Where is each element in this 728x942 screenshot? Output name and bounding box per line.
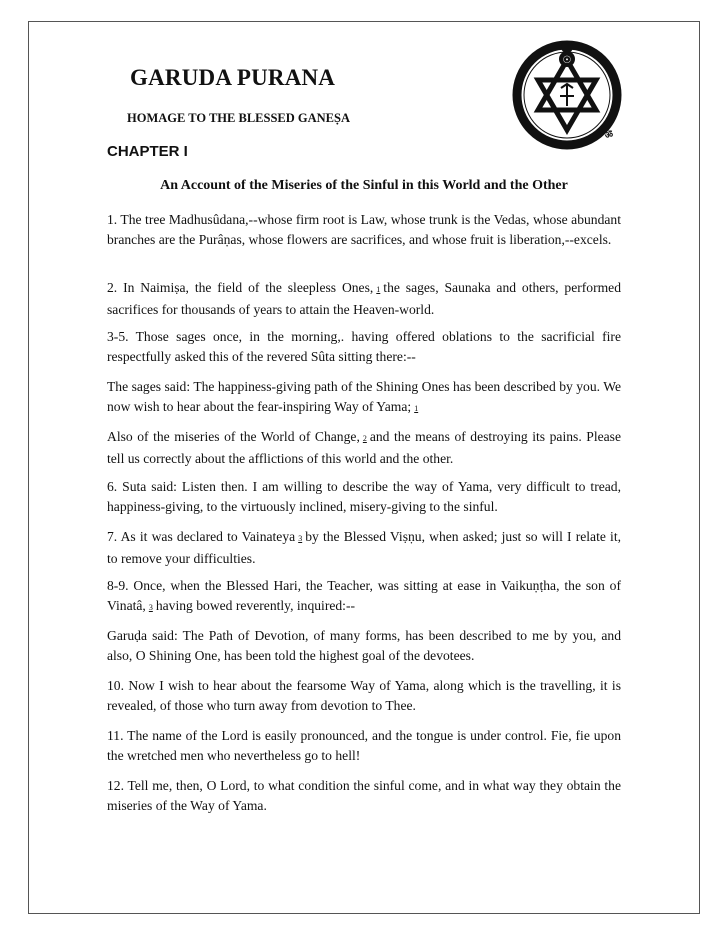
paragraph-10: 10. Now I wish to hear about the fearsome Way of Yama, along which is the travelling, it is revealed, of those who turn away from devotion to Thee. (107, 678, 621, 713)
footnote-link[interactable]: 1 (414, 404, 419, 413)
paragraph-4: The sages said: The happiness-giving path of the Shining Ones has been described by you. We now wish to hear about the fear-inspiring Way of Yama; 1 (107, 379, 621, 414)
footnote-link[interactable]: 3 (298, 534, 303, 543)
paragraph-11: 11. The name of the Lord is easily pronounced, and the tongue is under control. Fie, fie upon the wretched men who nevertheless go to hell! (107, 728, 621, 763)
footnote-link[interactable]: 2 (362, 434, 367, 443)
svg-text:ॐ: ॐ (604, 130, 614, 140)
paragraph-9: Garuḍa said: The Path of Devotion, of many forms, has been described to me by you, and also, O Shining One, has been told the highest goal of the devotees. (107, 628, 621, 663)
paragraph-8: 8-9. Once, when the Blessed Hari, the Teacher, was sitting at ease in Vaikuṇṭha, the son of Vinatâ, 3 having bowed reverently, inquired:-- (107, 578, 621, 613)
paragraph-12: 12. Tell me, then, O Lord, to what condition the sinful come, and in what way they obtain the miseries of the Way of Yama. (107, 778, 621, 813)
paragraph-3: 3-5. Those sages once, in the morning,. having offered oblations to the sacrificial fire respectfully asked this of the revered Sûta sitting there:-- (107, 329, 621, 364)
document-subtitle: HOMAGE TO THE BLESSED GANEṢA (127, 111, 350, 125)
footnote-link[interactable]: 1 (376, 285, 381, 294)
section-heading: An Account of the Miseries of the Sinful in this World and the Other (160, 178, 568, 193)
paragraph-2: 2. In Naimiṣa, the field of the sleepless Ones, 1 the sages, Saunaka and others, performed sacrifices for thousands of years to attain the Heaven-world. (107, 280, 622, 317)
svg-text:☉: ☉ (562, 55, 572, 66)
chapter-heading: CHAPTER I (107, 143, 188, 160)
paragraph-7: 7. As it was declared to Vainateya 3 by the Blessed Viṣṇu, when asked; just so will I relate it, to remove your difficulties. (107, 529, 621, 566)
paragraph-1: 1. The tree Madhusûdana,--whose firm root is Law, whose trunk is the Vedas, whose abundant branches are the Purâṇas, whose flowers are sacrifices, and whose fruit is liberation,--excels. (107, 212, 621, 247)
paragraph-6: 6. Suta said: Listen then. I am willing to describe the way of Yama, very difficult to tread, happiness-giving, to the virtuously inclined, misery-giving to the sinful. (107, 479, 621, 514)
theosophical-seal-icon (510, 38, 624, 152)
paragraph-5: Also of the miseries of the World of Change, 2 and the means of destroying its pains. Please tell us correctly about the afflictions of this world and the other. (107, 429, 621, 466)
footnote-link[interactable]: 3 (148, 603, 153, 612)
